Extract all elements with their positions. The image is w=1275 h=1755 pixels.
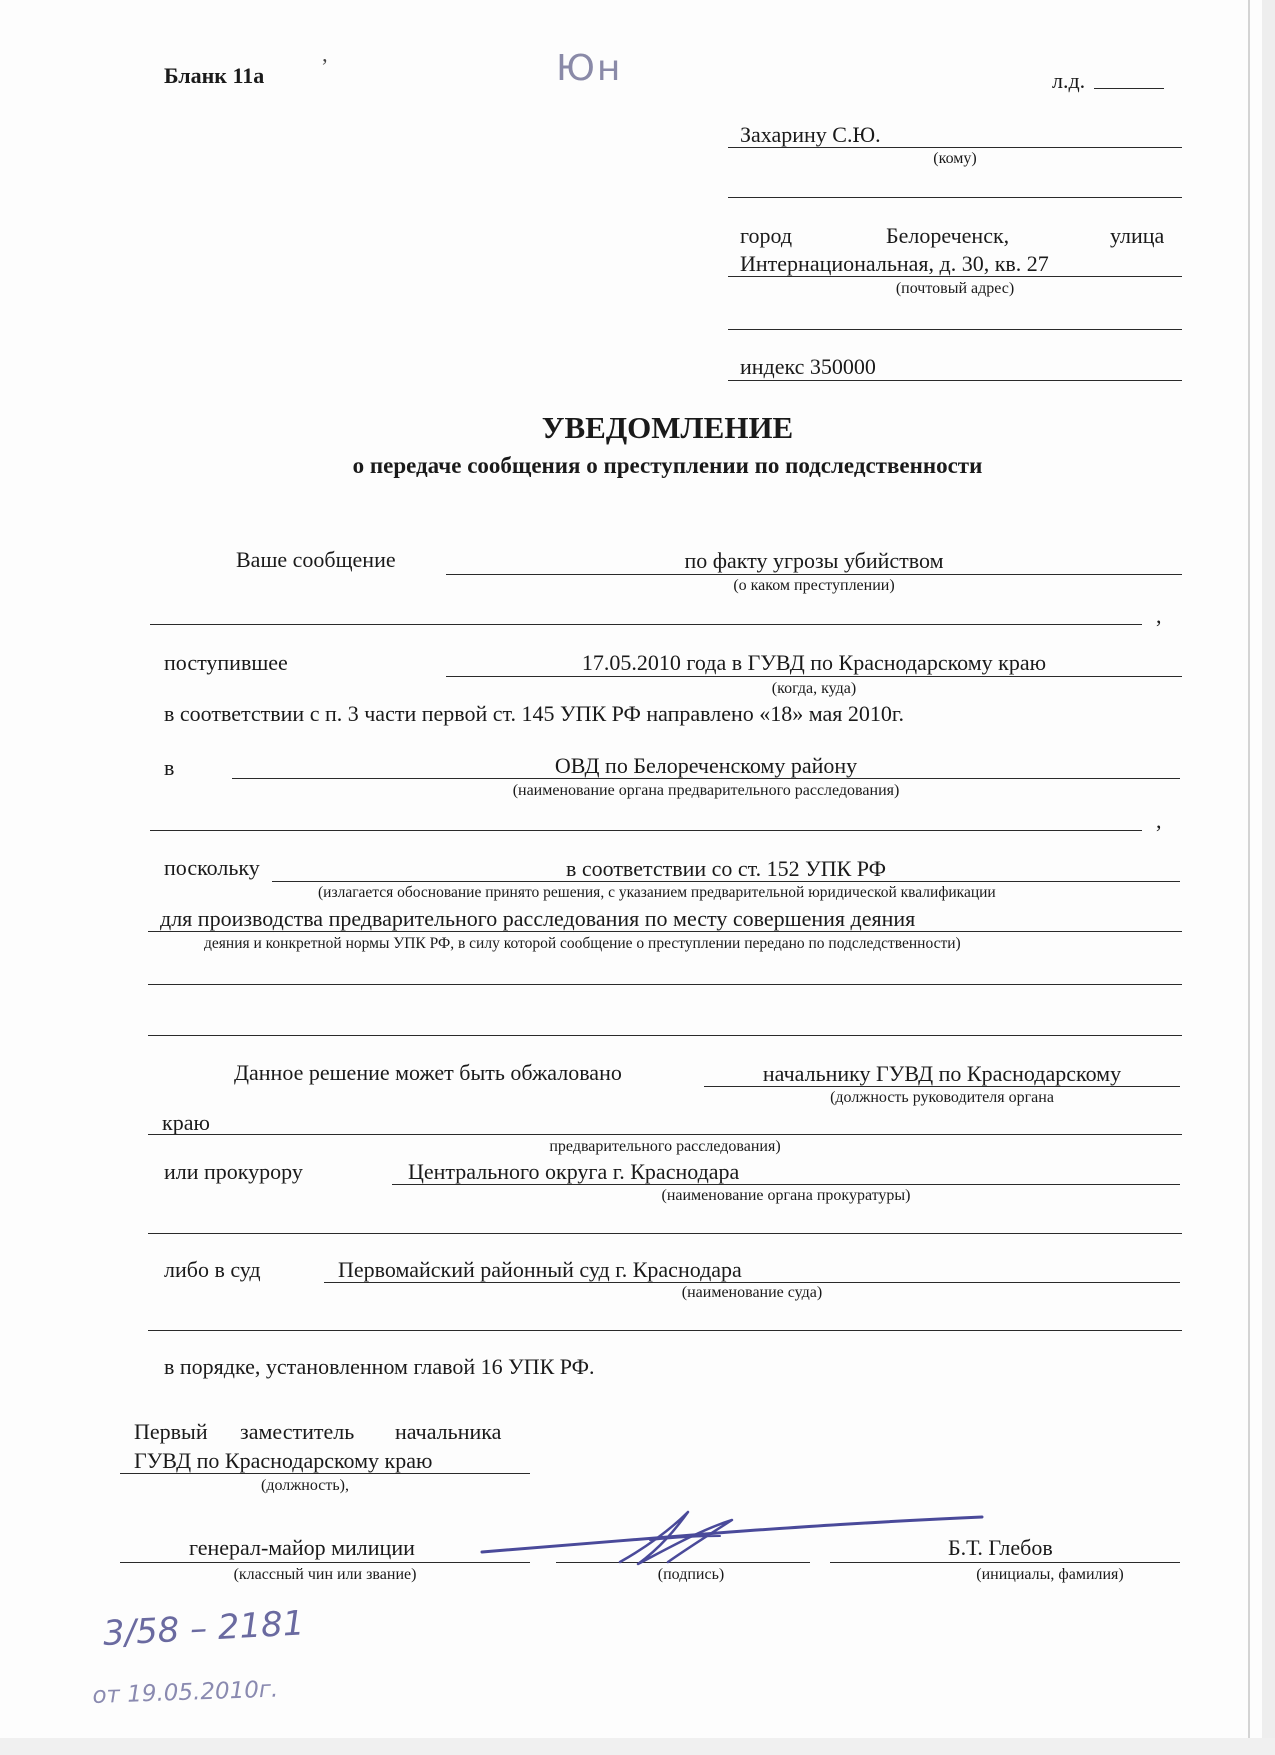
scan-edge-bottom [0, 1738, 1275, 1755]
received-value: 17.05.2010 года в ГУВД по Краснодарскому краю [581, 650, 1047, 675]
rank-line [120, 1562, 530, 1563]
address-extra-line [728, 329, 1182, 330]
message-line [446, 574, 1182, 575]
to-caption: (наименование органа предварительного расследования) [512, 782, 900, 799]
because-extra-line-1 [148, 984, 1182, 985]
because-caption: (излагается обоснование принято решения, с указанием предварительной юридической квалификации [318, 884, 996, 901]
because-value: в соответствии со ст. 152 УПК РФ [565, 856, 887, 881]
position-line [120, 1473, 530, 1474]
handwritten-signature [470, 1500, 990, 1580]
message-comma: , [1156, 603, 1162, 628]
position-word-1: Первый [134, 1419, 208, 1444]
appeal-value: начальнику ГУВД по Краснодарскому [762, 1061, 1122, 1086]
address-street-word: улица [1110, 223, 1165, 248]
case-label: л.д. [1052, 68, 1086, 93]
appeal-line [704, 1086, 1180, 1087]
addressee-name: Захарину С.Ю. [740, 122, 881, 147]
court-label: либо в суд [164, 1257, 261, 1282]
address-city-name: Белореченск, [886, 223, 1010, 248]
court-line [324, 1282, 1180, 1283]
case-number-line [1094, 88, 1164, 89]
message-label: Ваше сообщение [236, 547, 396, 572]
to-extra-line [150, 830, 1142, 831]
signature-caption: (подпись) [657, 1566, 725, 1583]
received-caption: (когда, куда) [771, 680, 857, 697]
appeal-caption: (должность руководителя органа [830, 1089, 1054, 1106]
document-subtitle: о передаче сообщения о преступлении по подследственности [352, 453, 983, 478]
form-label: Бланк 11а [164, 63, 265, 88]
scan-edge [1248, 0, 1250, 1755]
because-caption-2: деяния и конкретной нормы УПК РФ, в силу которой сообщение о преступлении передано по подследственности) [204, 935, 961, 952]
to-comma: , [1156, 808, 1162, 833]
rank-text: генерал-майор милиции [189, 1535, 415, 1560]
scan-edge-shadow [1262, 0, 1275, 1755]
because-line-2 [148, 931, 1182, 932]
because-value-2: для производства предварительного расследования по месту совершения деяния [160, 906, 916, 931]
address-caption: (почтовый адрес) [895, 280, 1015, 297]
addressee-line [728, 147, 1182, 148]
address-line [728, 276, 1182, 277]
to-label: в [164, 755, 175, 780]
to-line [232, 778, 1180, 779]
appeal-label: Данное решение может быть обжаловано [234, 1060, 622, 1085]
position-line-2: ГУВД по Краснодарскому краю [134, 1448, 433, 1473]
message-caption: (о каком преступлении) [733, 577, 895, 594]
postal-index: индекс 350000 [740, 354, 876, 379]
address-city-word: город [740, 223, 793, 248]
position-word-2: заместитель [240, 1419, 355, 1444]
address-street: Интернациональная, д. 30, кв. 27 [740, 251, 1049, 276]
to-value: ОВД по Белореченскому району [554, 753, 858, 778]
court-caption: (наименование суда) [681, 1284, 823, 1301]
because-label: поскольку [164, 855, 260, 880]
received-label: поступившее [164, 650, 288, 675]
signer-name: Б.Т. Глебов [948, 1535, 1053, 1560]
addressee-extra-line [728, 197, 1182, 198]
document-title: УВЕДОМЛЕНИЕ [541, 410, 794, 445]
position-word-3: начальника [395, 1419, 502, 1444]
handwritten-reg-date: от 19.05.2010г. [92, 1676, 279, 1709]
prosecutor-label: или прокурору [164, 1159, 303, 1184]
because-extra-line-2 [148, 1035, 1182, 1036]
index-line [728, 380, 1182, 381]
message-value: по факту угрозы убийством [684, 548, 944, 573]
message-extra-line [150, 624, 1142, 625]
rank-caption: (классный чин или звание) [233, 1566, 417, 1583]
prosecutor-caption: (наименование органа прокуратуры) [661, 1187, 911, 1204]
order-text: в порядке, установленном главой 16 УПК РФ. [164, 1354, 595, 1379]
appeal-caption-2: предварительного расследования) [549, 1138, 781, 1155]
received-line [446, 676, 1182, 677]
prosecutor-line [392, 1184, 1180, 1185]
position-caption: (должность), [261, 1477, 349, 1494]
accordance-text: в соответствии с п. 3 части первой ст. 145 УПК РФ направлено «18» мая 2010г. [164, 701, 904, 726]
handwritten-reg-number: 3/58 – 2181 [102, 1603, 306, 1654]
tick-mark: ʼ [321, 54, 329, 79]
prosecutor-value: Центрального округа г. Краснодара [408, 1159, 740, 1184]
prosecutor-extra-line [148, 1233, 1182, 1234]
appeal-value-2: краю [162, 1110, 210, 1135]
court-value: Первомайский районный суд г. Краснодара [338, 1257, 742, 1282]
handwritten-initials: Юн [556, 48, 623, 89]
court-extra-line [148, 1330, 1182, 1331]
appeal-line-2 [148, 1134, 1182, 1135]
signer-name-caption: (инициалы, фамилия) [976, 1566, 1124, 1583]
addressee-caption: (кому) [933, 150, 977, 167]
because-line [272, 881, 1180, 882]
